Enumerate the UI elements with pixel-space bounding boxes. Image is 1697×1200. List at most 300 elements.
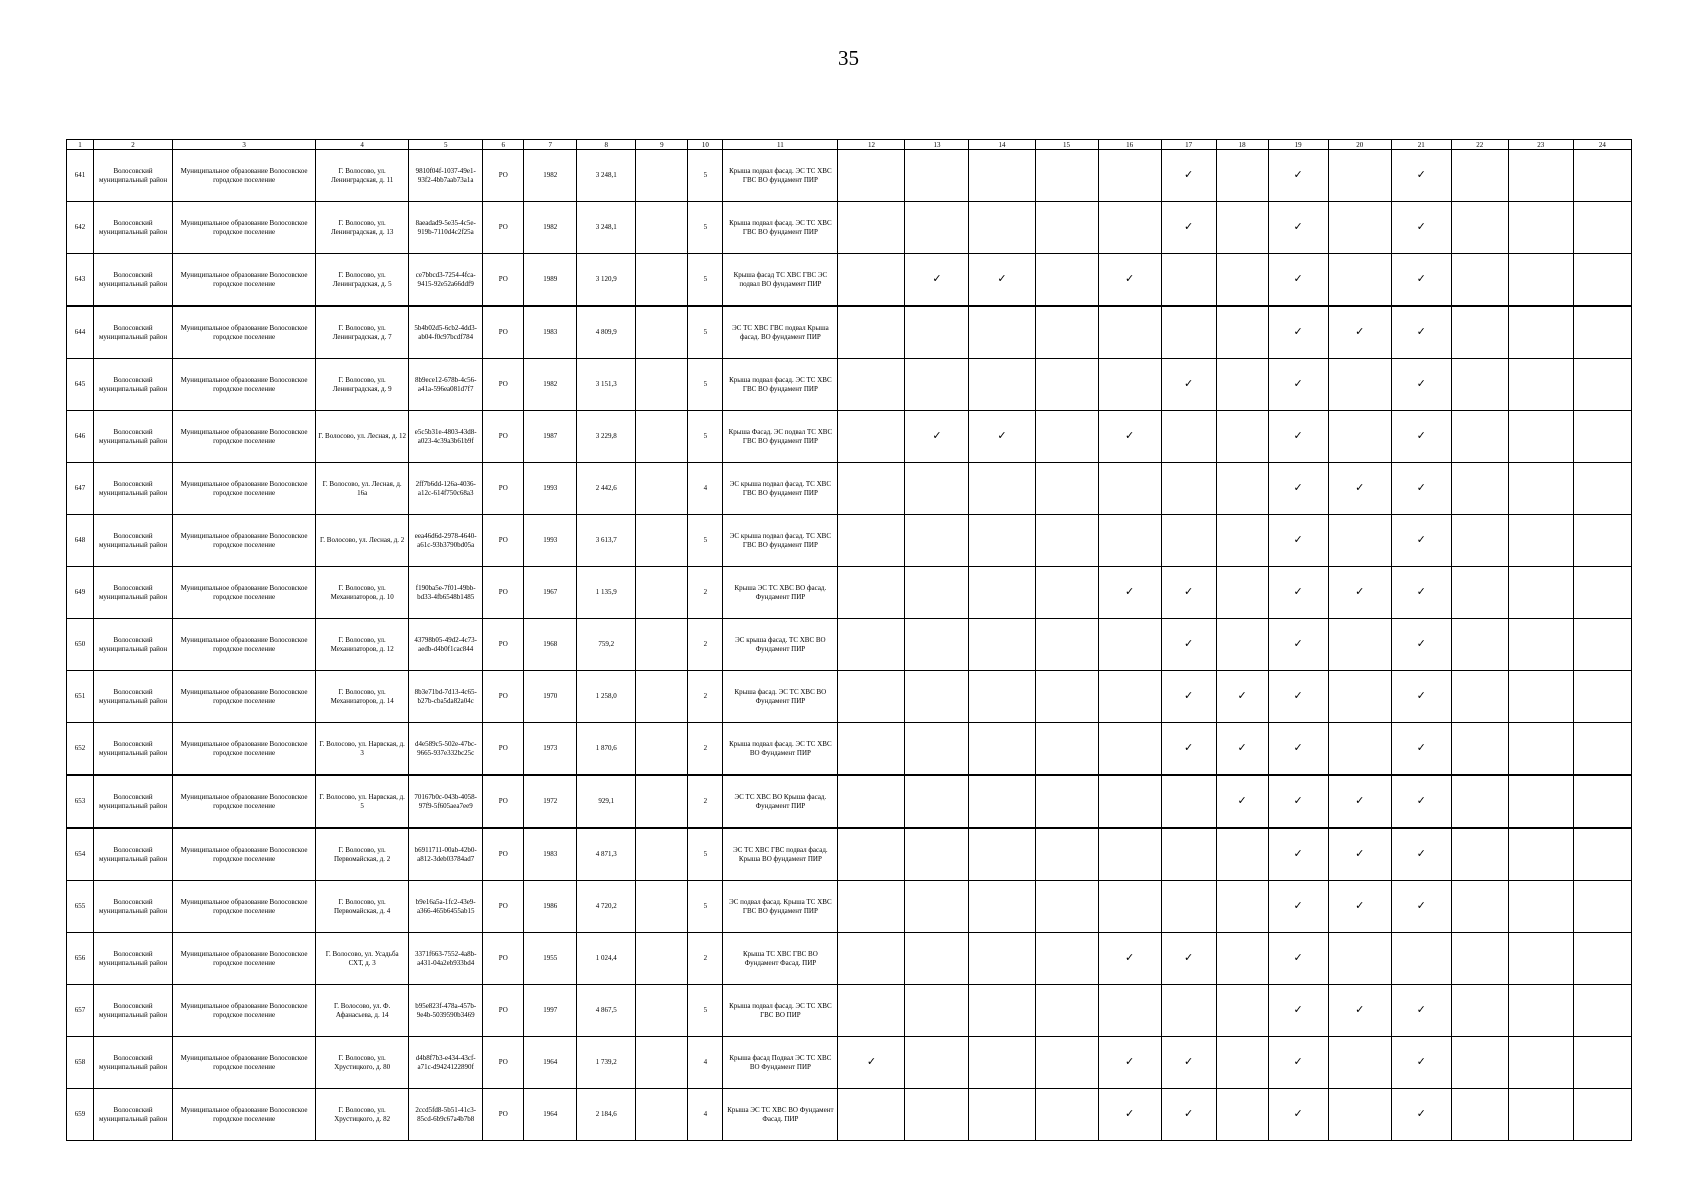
building-id-cell: b9e16a5a-1fc2-43e9-a366-465b6455ab15 xyxy=(409,881,483,933)
address-cell: Г. Волосово, ул. Ленинградская, д. 5 xyxy=(316,254,409,307)
col-12-cell xyxy=(838,463,905,515)
col-13-cell xyxy=(905,881,969,933)
col-24-cell xyxy=(1573,933,1631,985)
area-cell: 3 248,1 xyxy=(577,202,636,254)
col-15-cell xyxy=(1035,828,1098,881)
column-number: 8 xyxy=(577,140,636,150)
works-cell: ЭС крыша фасад. ТС ХВС ВО Фундамент ПИР xyxy=(723,619,838,671)
check-mark-icon: ✓ xyxy=(1183,637,1194,650)
table-row xyxy=(67,411,1632,463)
check-mark-icon: ✓ xyxy=(1293,429,1303,442)
col-21-cell xyxy=(1391,1037,1451,1089)
col-13-cell xyxy=(905,775,969,828)
row-number: 648 xyxy=(67,515,94,567)
col-20-cell xyxy=(1328,881,1391,933)
col-23-cell xyxy=(1508,671,1573,723)
col-18-cell xyxy=(1216,515,1268,567)
col-19-cell xyxy=(1268,985,1328,1037)
area-cell: 929,1 xyxy=(577,775,636,828)
check-mark-icon: ✓ xyxy=(1293,741,1303,754)
col-18-cell xyxy=(1216,619,1268,671)
col-15-cell xyxy=(1035,463,1098,515)
municipality-cell: Муниципальное образование Волосовское городское поселение xyxy=(173,881,316,933)
col-16-cell xyxy=(1098,359,1161,411)
col-14-cell xyxy=(969,567,1035,619)
col-23-cell xyxy=(1508,411,1573,463)
row-number: 650 xyxy=(67,619,94,671)
col-24-cell xyxy=(1573,254,1631,307)
district-cell: Волосовский муниципальный район xyxy=(94,254,173,307)
works-cell: ЭС крыша подвал фасад. ТС ХВС ГВС ВО фундамент ПИР xyxy=(723,463,838,515)
col-15-cell xyxy=(1035,775,1098,828)
col-23-cell xyxy=(1508,254,1573,307)
building-id-cell: 2ccd5fd8-5b51-41c3-85cd-6b9c67a4b7b8 xyxy=(409,1089,483,1141)
col-17-cell xyxy=(1161,881,1216,933)
col-23-cell xyxy=(1508,985,1573,1037)
col-23-cell xyxy=(1508,775,1573,828)
address-cell: Г. Волосово, ул. Механизаторов, д. 14 xyxy=(316,671,409,723)
col-24-cell xyxy=(1573,671,1631,723)
col-22-cell xyxy=(1451,985,1508,1037)
col-19-cell xyxy=(1268,1089,1328,1141)
col-21-cell xyxy=(1391,515,1451,567)
row-number: 653 xyxy=(67,775,94,828)
check-mark-icon: ✓ xyxy=(1183,168,1194,181)
floors-cell: 4 xyxy=(688,1089,723,1141)
col-12-cell xyxy=(838,723,905,776)
form-cell: РО xyxy=(483,881,524,933)
address-cell: Г. Волосово, ул. Хрустицкого, д. 82 xyxy=(316,1089,409,1141)
col-14-cell xyxy=(969,1089,1035,1141)
works-cell: Крыша ЭС ТС ХВС ВО Фундамент Фасад. ПИР xyxy=(723,1089,838,1141)
municipality-cell: Муниципальное образование Волосовское городское поселение xyxy=(173,1089,316,1141)
works-cell: Крыша Фасад. ЭС подвал ТС ХВС ГВС ВО фундамент ПИР xyxy=(723,411,838,463)
check-mark-icon: ✓ xyxy=(866,1055,877,1068)
check-mark-icon: ✓ xyxy=(1416,899,1426,912)
col-24-cell xyxy=(1573,1089,1631,1141)
works-cell: ЭС ТС ХВС ГВС подвал фасад. Крыша ВО фундамент ПИР xyxy=(723,828,838,881)
municipality-cell: Муниципальное образование Волосовское городское поселение xyxy=(173,723,316,776)
check-mark-icon: ✓ xyxy=(1416,794,1426,807)
area-cell: 3 120,9 xyxy=(577,254,636,307)
check-mark-icon: ✓ xyxy=(1124,429,1135,442)
row-number: 647 xyxy=(67,463,94,515)
col-13-cell xyxy=(905,411,969,463)
form-cell: РО xyxy=(483,933,524,985)
col-9-cell xyxy=(636,775,688,828)
address-cell: Г. Волосово, ул. Лесная, д. 2 xyxy=(316,515,409,567)
col-20-cell xyxy=(1328,254,1391,307)
col-16-cell xyxy=(1098,881,1161,933)
table-row xyxy=(67,671,1632,723)
check-mark-icon: ✓ xyxy=(1293,168,1303,181)
building-id-cell: 8b9ece12-678b-4c56-a41a-596ea081d7f7 xyxy=(409,359,483,411)
column-number: 21 xyxy=(1391,140,1451,150)
address-cell: Г. Волосово, ул. Механизаторов, д. 10 xyxy=(316,567,409,619)
col-14-cell xyxy=(969,306,1035,359)
address-cell: Г. Волосово, ул. Усадьба СХТ, д. 3 xyxy=(316,933,409,985)
year-cell: 1986 xyxy=(524,881,577,933)
table-row xyxy=(67,463,1632,515)
check-mark-icon: ✓ xyxy=(932,429,942,442)
floors-cell: 5 xyxy=(688,306,723,359)
col-23-cell xyxy=(1508,881,1573,933)
address-cell: Г. Волосово, ул. Ленинградская, д. 9 xyxy=(316,359,409,411)
col-24-cell xyxy=(1573,828,1631,881)
col-16-cell xyxy=(1098,515,1161,567)
col-12-cell xyxy=(838,411,905,463)
col-15-cell xyxy=(1035,515,1098,567)
district-cell: Волосовский муниципальный район xyxy=(94,1089,173,1141)
works-cell: Крыша подвал фасад. ЭС ТС ХВС ВО Фундамент ПИР xyxy=(723,723,838,776)
col-13-cell xyxy=(905,985,969,1037)
check-mark-icon: ✓ xyxy=(1293,481,1303,494)
municipality-cell: Муниципальное образование Волосовское городское поселение xyxy=(173,150,316,202)
col-13-cell xyxy=(905,463,969,515)
col-23-cell xyxy=(1508,306,1573,359)
col-16-cell xyxy=(1098,306,1161,359)
col-17-cell xyxy=(1161,723,1216,776)
district-cell: Волосовский муниципальный район xyxy=(94,985,173,1037)
column-number-row xyxy=(67,140,1632,150)
col-15-cell xyxy=(1035,985,1098,1037)
col-24-cell xyxy=(1573,463,1631,515)
col-18-cell xyxy=(1216,567,1268,619)
check-mark-icon: ✓ xyxy=(1293,794,1303,807)
check-mark-icon: ✓ xyxy=(1355,481,1365,494)
col-12-cell xyxy=(838,671,905,723)
col-9-cell xyxy=(636,202,688,254)
col-22-cell xyxy=(1451,828,1508,881)
col-17-cell xyxy=(1161,306,1216,359)
column-number: 1 xyxy=(67,140,94,150)
year-cell: 1970 xyxy=(524,671,577,723)
building-id-cell: 2ff7b6dd-126a-4036-a12c-614f750c68a3 xyxy=(409,463,483,515)
column-number: 3 xyxy=(173,140,316,150)
col-9-cell xyxy=(636,1089,688,1141)
column-number: 7 xyxy=(524,140,577,150)
col-9-cell xyxy=(636,619,688,671)
col-12-cell xyxy=(838,1037,905,1089)
col-22-cell xyxy=(1451,463,1508,515)
col-18-cell xyxy=(1216,1089,1268,1141)
check-mark-icon: ✓ xyxy=(1124,585,1135,598)
check-mark-icon: ✓ xyxy=(1355,899,1365,912)
col-22-cell xyxy=(1451,671,1508,723)
column-number: 20 xyxy=(1328,140,1391,150)
check-mark-icon: ✓ xyxy=(1416,272,1426,285)
year-cell: 1968 xyxy=(524,619,577,671)
table-row xyxy=(67,515,1632,567)
table-row xyxy=(67,1089,1632,1141)
row-number: 658 xyxy=(67,1037,94,1089)
address-cell: Г. Волосово, ул. Ленинградская, д. 13 xyxy=(316,202,409,254)
year-cell: 1993 xyxy=(524,515,577,567)
row-number: 643 xyxy=(67,254,94,307)
col-12-cell xyxy=(838,254,905,307)
col-18-cell xyxy=(1216,150,1268,202)
municipality-cell: Муниципальное образование Волосовское городское поселение xyxy=(173,567,316,619)
col-9-cell xyxy=(636,881,688,933)
district-cell: Волосовский муниципальный район xyxy=(94,828,173,881)
col-23-cell xyxy=(1508,933,1573,985)
row-number: 642 xyxy=(67,202,94,254)
check-mark-icon: ✓ xyxy=(1355,847,1365,860)
col-9-cell xyxy=(636,933,688,985)
municipality-cell: Муниципальное образование Волосовское городское поселение xyxy=(173,933,316,985)
check-mark-icon: ✓ xyxy=(1293,272,1303,285)
area-cell: 3 229,8 xyxy=(577,411,636,463)
check-mark-icon: ✓ xyxy=(1183,585,1194,598)
column-number: 5 xyxy=(409,140,483,150)
year-cell: 1955 xyxy=(524,933,577,985)
col-24-cell xyxy=(1573,359,1631,411)
col-12-cell xyxy=(838,881,905,933)
floors-cell: 5 xyxy=(688,828,723,881)
col-21-cell xyxy=(1391,254,1451,307)
col-18-cell xyxy=(1216,202,1268,254)
col-22-cell xyxy=(1451,202,1508,254)
form-cell: РО xyxy=(483,1089,524,1141)
form-cell: РО xyxy=(483,306,524,359)
column-number: 12 xyxy=(838,140,905,150)
building-id-cell: 9810f04f-1037-49e1-93f2-4bb7aab73a1a xyxy=(409,150,483,202)
col-14-cell xyxy=(969,1037,1035,1089)
form-cell: РО xyxy=(483,202,524,254)
col-16-cell xyxy=(1098,1089,1161,1141)
col-18-cell xyxy=(1216,775,1268,828)
check-mark-icon: ✓ xyxy=(1124,1107,1135,1120)
col-15-cell xyxy=(1035,933,1098,985)
col-12-cell xyxy=(838,150,905,202)
municipality-cell: Муниципальное образование Волосовское городское поселение xyxy=(173,985,316,1037)
col-9-cell xyxy=(636,254,688,307)
address-cell: Г. Волосово, ул. Нарвская, д. 3 xyxy=(316,723,409,776)
col-20-cell xyxy=(1328,359,1391,411)
col-9-cell xyxy=(636,828,688,881)
check-mark-icon: ✓ xyxy=(1293,951,1303,964)
col-9-cell xyxy=(636,359,688,411)
check-mark-icon: ✓ xyxy=(1416,429,1426,442)
col-12-cell xyxy=(838,985,905,1037)
col-21-cell xyxy=(1391,619,1451,671)
year-cell: 1972 xyxy=(524,775,577,828)
check-mark-icon: ✓ xyxy=(1416,377,1426,390)
column-number: 24 xyxy=(1573,140,1631,150)
check-mark-icon: ✓ xyxy=(1416,168,1426,181)
col-21-cell xyxy=(1391,828,1451,881)
col-15-cell xyxy=(1035,306,1098,359)
area-cell: 1 135,9 xyxy=(577,567,636,619)
col-23-cell xyxy=(1508,1037,1573,1089)
col-19-cell xyxy=(1268,463,1328,515)
check-mark-icon: ✓ xyxy=(1293,220,1303,233)
col-17-cell xyxy=(1161,359,1216,411)
col-17-cell xyxy=(1161,1089,1216,1141)
check-mark-icon: ✓ xyxy=(1293,899,1303,912)
building-id-cell: eea46d6d-2978-4640-a61c-93b3790bd05a xyxy=(409,515,483,567)
district-cell: Волосовский муниципальный район xyxy=(94,619,173,671)
row-number: 656 xyxy=(67,933,94,985)
col-13-cell xyxy=(905,828,969,881)
check-mark-icon: ✓ xyxy=(1124,951,1135,964)
col-22-cell xyxy=(1451,254,1508,307)
col-19-cell xyxy=(1268,150,1328,202)
col-23-cell xyxy=(1508,463,1573,515)
year-cell: 1989 xyxy=(524,254,577,307)
check-mark-icon: ✓ xyxy=(1293,637,1303,650)
col-19-cell xyxy=(1268,359,1328,411)
col-22-cell xyxy=(1451,411,1508,463)
area-cell: 1 024,4 xyxy=(577,933,636,985)
col-19-cell xyxy=(1268,671,1328,723)
col-18-cell xyxy=(1216,1037,1268,1089)
area-cell: 4 720,2 xyxy=(577,881,636,933)
col-12-cell xyxy=(838,775,905,828)
district-cell: Волосовский муниципальный район xyxy=(94,306,173,359)
column-number: 16 xyxy=(1098,140,1161,150)
col-15-cell xyxy=(1035,567,1098,619)
col-16-cell xyxy=(1098,775,1161,828)
check-mark-icon: ✓ xyxy=(1237,794,1247,807)
form-cell: РО xyxy=(483,619,524,671)
floors-cell: 4 xyxy=(688,463,723,515)
col-24-cell xyxy=(1573,306,1631,359)
district-cell: Волосовский муниципальный район xyxy=(94,723,173,776)
col-14-cell xyxy=(969,619,1035,671)
check-mark-icon: ✓ xyxy=(1355,325,1365,338)
col-15-cell xyxy=(1035,150,1098,202)
col-20-cell xyxy=(1328,985,1391,1037)
col-15-cell xyxy=(1035,411,1098,463)
floors-cell: 5 xyxy=(688,254,723,307)
col-12-cell xyxy=(838,306,905,359)
year-cell: 1964 xyxy=(524,1089,577,1141)
municipality-cell: Муниципальное образование Волосовское городское поселение xyxy=(173,254,316,307)
col-13-cell xyxy=(905,359,969,411)
col-22-cell xyxy=(1451,723,1508,776)
column-number: 15 xyxy=(1035,140,1098,150)
check-mark-icon: ✓ xyxy=(1416,481,1426,494)
table-body xyxy=(67,140,1632,1141)
year-cell: 1982 xyxy=(524,150,577,202)
column-number: 11 xyxy=(723,140,838,150)
form-cell: РО xyxy=(483,411,524,463)
col-14-cell xyxy=(969,985,1035,1037)
col-19-cell xyxy=(1268,411,1328,463)
col-16-cell xyxy=(1098,150,1161,202)
col-15-cell xyxy=(1035,202,1098,254)
municipality-cell: Муниципальное образование Волосовское городское поселение xyxy=(173,828,316,881)
works-cell: ЭС ТС ХВС ГВС подвал Крыша фасад. ВО фундамент ПИР xyxy=(723,306,838,359)
year-cell: 1993 xyxy=(524,463,577,515)
col-21-cell xyxy=(1391,202,1451,254)
col-17-cell xyxy=(1161,254,1216,307)
col-24-cell xyxy=(1573,567,1631,619)
check-mark-icon: ✓ xyxy=(1293,377,1303,390)
column-number: 10 xyxy=(688,140,723,150)
col-24-cell xyxy=(1573,775,1631,828)
col-16-cell xyxy=(1098,567,1161,619)
district-cell: Волосовский муниципальный район xyxy=(94,1037,173,1089)
col-9-cell xyxy=(636,671,688,723)
col-20-cell xyxy=(1328,671,1391,723)
col-12-cell xyxy=(838,619,905,671)
municipality-cell: Муниципальное образование Волосовское городское поселение xyxy=(173,306,316,359)
col-20-cell xyxy=(1328,1037,1391,1089)
col-18-cell xyxy=(1216,933,1268,985)
col-23-cell xyxy=(1508,359,1573,411)
check-mark-icon: ✓ xyxy=(1416,220,1426,233)
col-12-cell xyxy=(838,202,905,254)
table-row xyxy=(67,150,1632,202)
col-9-cell xyxy=(636,515,688,567)
building-id-cell: f190ba5e-7f01-49bb-bd33-4fb6548b1485 xyxy=(409,567,483,619)
col-24-cell xyxy=(1573,723,1631,776)
row-number: 644 xyxy=(67,306,94,359)
col-21-cell xyxy=(1391,933,1451,985)
col-13-cell xyxy=(905,723,969,776)
col-20-cell xyxy=(1328,567,1391,619)
check-mark-icon: ✓ xyxy=(1416,533,1426,546)
col-15-cell xyxy=(1035,671,1098,723)
form-cell: РО xyxy=(483,828,524,881)
col-14-cell xyxy=(969,723,1035,776)
col-20-cell xyxy=(1328,1089,1391,1141)
col-18-cell xyxy=(1216,411,1268,463)
row-number: 654 xyxy=(67,828,94,881)
district-cell: Волосовский муниципальный район xyxy=(94,463,173,515)
form-cell: РО xyxy=(483,723,524,776)
col-15-cell xyxy=(1035,723,1098,776)
form-cell: РО xyxy=(483,254,524,307)
col-13-cell xyxy=(905,1037,969,1089)
area-cell: 2 442,6 xyxy=(577,463,636,515)
col-16-cell xyxy=(1098,933,1161,985)
col-24-cell xyxy=(1573,619,1631,671)
col-21-cell xyxy=(1391,723,1451,776)
col-17-cell xyxy=(1161,985,1216,1037)
building-id-cell: b95e823f-478a-457b-9e4b-5039590b3469 xyxy=(409,985,483,1037)
col-23-cell xyxy=(1508,202,1573,254)
col-22-cell xyxy=(1451,306,1508,359)
col-15-cell xyxy=(1035,254,1098,307)
municipality-cell: Муниципальное образование Волосовское городское поселение xyxy=(173,359,316,411)
check-mark-icon: ✓ xyxy=(1416,637,1426,650)
col-14-cell xyxy=(969,933,1035,985)
col-24-cell xyxy=(1573,411,1631,463)
check-mark-icon: ✓ xyxy=(1416,1107,1426,1120)
col-19-cell xyxy=(1268,254,1328,307)
col-22-cell xyxy=(1451,933,1508,985)
works-cell: Крыша подвал фасад. ЭС ТС ХВС ГВС ВО фундамент ПИР xyxy=(723,202,838,254)
col-13-cell xyxy=(905,567,969,619)
col-20-cell xyxy=(1328,619,1391,671)
check-mark-icon: ✓ xyxy=(1183,741,1194,754)
column-number: 2 xyxy=(94,140,173,150)
building-id-cell: 43798b05-49d2-4c73-aedb-d4b0f1cac844 xyxy=(409,619,483,671)
year-cell: 1983 xyxy=(524,828,577,881)
floors-cell: 2 xyxy=(688,567,723,619)
area-cell: 1 739,2 xyxy=(577,1037,636,1089)
district-cell: Волосовский муниципальный район xyxy=(94,881,173,933)
col-12-cell xyxy=(838,1089,905,1141)
col-20-cell xyxy=(1328,411,1391,463)
check-mark-icon: ✓ xyxy=(1416,1055,1426,1068)
col-14-cell xyxy=(969,881,1035,933)
col-16-cell xyxy=(1098,1037,1161,1089)
year-cell: 1987 xyxy=(524,411,577,463)
